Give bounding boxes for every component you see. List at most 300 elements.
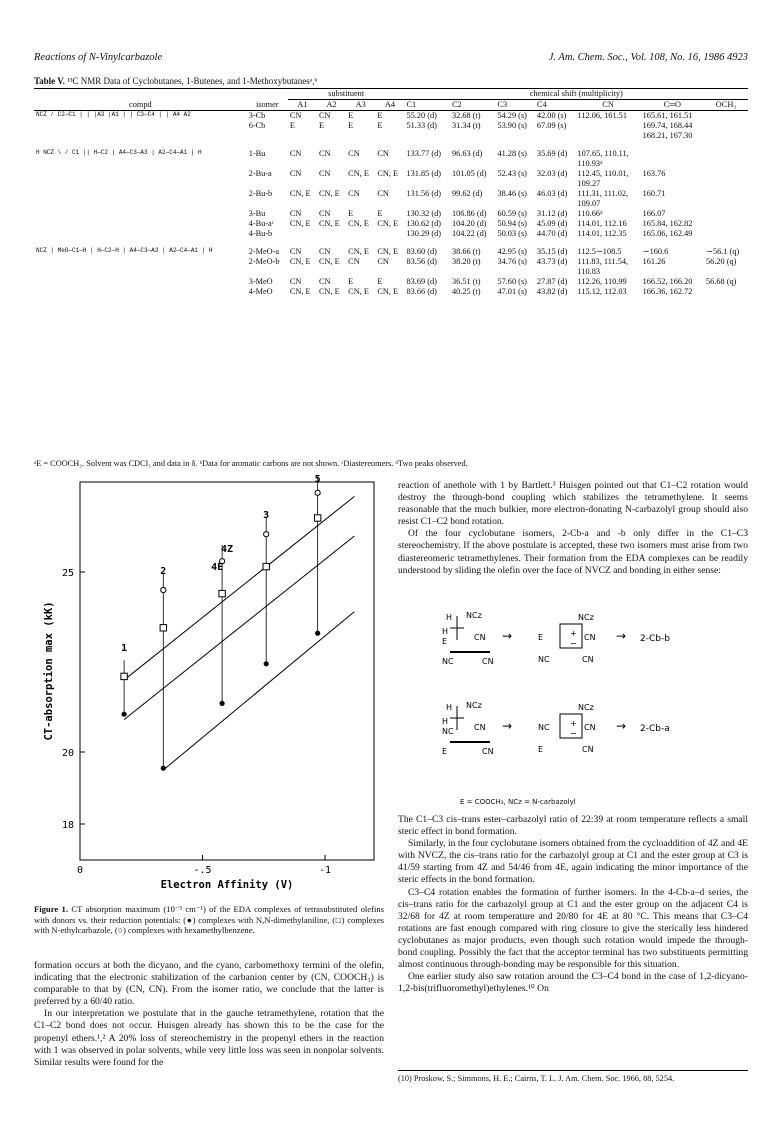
- table-cell: 168.21, 167.30: [642, 131, 693, 140]
- table-cell: 131.56 (d): [406, 189, 442, 198]
- table-cell: [375, 267, 404, 277]
- table-cell: 27.87 (d): [536, 277, 568, 286]
- figure-caption-text: CT absorption maximum (10⁻³ cm⁻¹) of the EDA complexes of tetrasubstituted olefins with donors vs. their reduction potentials: (●) complexes with N,N-dimethylaniline, (□) complexes with N-ethylcarbazole, (○) complexes with hexamethylbenzene.: [34, 904, 384, 936]
- table-cell: CN: [318, 247, 331, 256]
- table-cell: 67.09 (s): [536, 121, 567, 130]
- point-annotation: 4Z: [220, 544, 234, 556]
- atom-label: NC: [442, 657, 454, 666]
- table-cell: [704, 287, 748, 297]
- point-annotation: 2: [160, 565, 167, 577]
- atom-label: CN: [474, 723, 486, 732]
- table-cell: [450, 179, 495, 189]
- table-cell: CN: [318, 111, 331, 120]
- table-cell: 165.61, 161.51: [642, 111, 693, 120]
- shift-group-header: chemical shift (multiplicity): [405, 89, 749, 100]
- table-cell: 38.20 (t): [451, 257, 481, 266]
- table-cell: 110.93ᵈ: [577, 159, 603, 168]
- table-cell: [288, 159, 317, 169]
- table-cell: [704, 219, 748, 229]
- table-cell: CN: [318, 277, 331, 286]
- table-cell: 4-MeO: [248, 287, 273, 296]
- nmr-table: [34, 88, 748, 297]
- y-axis-label: CT-absorption max (kK): [43, 601, 55, 741]
- table-cell: CN: [377, 149, 389, 158]
- table-cell: [317, 131, 346, 141]
- table-cell: [405, 159, 450, 169]
- table-footnote: ᵃE = COOCH₃. Solvent was CDCl₃ and data in δ. ᵇData for aromatic carbons are not shown. ᶜDiastereomers. ᵈTwo peaks observed.: [34, 459, 468, 468]
- table-cell: CN, E: [318, 189, 340, 198]
- table-cell: ∼160.6: [642, 247, 669, 256]
- table-cell: 83.56 (d): [406, 257, 437, 266]
- data-point-hexamethylbenzene: [315, 490, 320, 495]
- running-head-right: J. Am. Chem. Soc., Vol. 108, No. 16, 1986 4923: [548, 52, 748, 63]
- left-column-text: [34, 960, 384, 1069]
- table-cell: 60.59 (s): [497, 209, 527, 218]
- table-cell: [704, 199, 748, 209]
- table-cell: 55.20 (d): [406, 111, 437, 120]
- atom-label: NC: [442, 727, 454, 736]
- charge-label: +: [570, 719, 577, 728]
- table-cell: CN, E: [318, 287, 340, 296]
- table-cell: [450, 131, 495, 141]
- table-cell: [704, 121, 748, 131]
- table-cell: [641, 159, 704, 169]
- atom-label: E: [442, 637, 448, 646]
- atom-label: NC: [538, 655, 550, 664]
- table-cell: CN: [318, 149, 331, 158]
- table-cell: 51.33 (d): [406, 121, 437, 130]
- table-cell: [346, 267, 375, 277]
- ct-absorption-chart: [34, 470, 384, 900]
- data-point-dimethylaniline: [122, 712, 127, 717]
- table-cell: 50.03 (s): [497, 229, 527, 238]
- column-header: C4: [535, 100, 576, 111]
- atom-label: NCz: [466, 611, 482, 620]
- table-cell: [405, 199, 450, 209]
- table-cell: [704, 189, 748, 199]
- atom-label: CN: [584, 633, 596, 642]
- table-cell: [576, 121, 641, 131]
- table-cell: 2-MeO-b: [248, 257, 280, 266]
- paragraph: Similarly, in the four cyclobutane isomers obtained from the cycloaddition of 4Z and 4E with NVCZ, the cis–trans ratio for the carbazolyl group at C1 and the ester group at C3 is 41/59 starting from 4Z and 54/46 from 4E, again indicating the minor importance of the steric effects in the bond formation.: [398, 838, 748, 886]
- table-cell: 53.90 (s): [497, 121, 527, 130]
- charge-label: −: [570, 729, 577, 738]
- point-annotation: 5: [314, 474, 321, 485]
- table-label: Table V.: [34, 76, 65, 86]
- table-cell: [704, 267, 748, 277]
- atom-label: CN: [482, 747, 494, 756]
- table-cell: [288, 229, 317, 239]
- table-cell: [704, 169, 748, 179]
- table-cell: 165.84, 162.82: [642, 219, 693, 228]
- table-cell: CN: [289, 149, 302, 158]
- table-cell: E: [348, 121, 354, 130]
- table-cell: CN, E: [348, 247, 369, 256]
- table-cell: 56.68 (q): [706, 277, 737, 286]
- column-header-row: [34, 100, 748, 111]
- table-cell: ∼56.1 (q): [706, 247, 740, 256]
- table-title: ¹³C NMR Data of Cyclobutanes, 1-Butenes, and 1-Methoxybutanesᵃ,ᵇ: [67, 76, 318, 86]
- table-cell: 114.01, 112.16: [577, 219, 627, 228]
- table-cell: [346, 131, 375, 141]
- table-cell: 83.66 (d): [406, 287, 437, 296]
- table-cell: 31.34 (t): [451, 121, 481, 130]
- table-cell: [495, 131, 534, 141]
- table-cell: 130.32 (d): [406, 209, 442, 218]
- table-body: [34, 111, 748, 298]
- table-cell: 112.45, 110.01,: [577, 169, 629, 178]
- table-cell: 41.28 (s): [497, 149, 527, 158]
- table-cell: [346, 159, 375, 169]
- data-point-dimethylaniline: [264, 661, 269, 666]
- atom-label: NC: [538, 723, 550, 732]
- table-cell: [704, 111, 748, 122]
- substituent-group-header: substituent: [288, 89, 405, 100]
- x-tick-label: -.5: [193, 865, 212, 876]
- fit-line: [124, 536, 354, 720]
- table-cell: 54.29 (s): [497, 111, 527, 120]
- table-cell: 50.94 (s): [497, 219, 527, 228]
- column-header: OCH₃: [704, 100, 748, 111]
- column-header: C1: [405, 100, 450, 111]
- figure-caption: [34, 904, 384, 936]
- charge-label: +: [570, 629, 577, 638]
- fit-line: [124, 496, 354, 680]
- table-cell: [535, 179, 576, 189]
- table-cell: 40.25 (t): [451, 287, 481, 296]
- structure-drawing: NCZ / C2—C1 | | |A3 |A1 | | C3—C4 | | A4 A2: [36, 111, 191, 118]
- table-cell: [495, 199, 534, 209]
- table-cell: [317, 159, 346, 169]
- table-cell: 3-MeO: [248, 277, 273, 286]
- table-cell: [288, 267, 317, 277]
- reference-10: (10) Proskow, S.; Simmons, H. E.; Cairns, T. L. J. Am. Chem. Soc. 1966, 88, 5254.: [398, 1070, 748, 1084]
- table-cell: 165.06, 162.49: [642, 229, 693, 238]
- table-cell: 83.60 (d): [406, 247, 437, 256]
- column-header: A3: [346, 100, 375, 111]
- table-cell: CN: [289, 111, 302, 120]
- table-cell: 2-Bu-b: [248, 189, 273, 198]
- table-cell: [317, 229, 346, 239]
- atom-label: E: [538, 633, 544, 642]
- table-cell: 44.70 (d): [536, 229, 568, 238]
- table-cell: 166.52, 166.20: [642, 277, 693, 286]
- atom-label: H: [446, 613, 453, 622]
- table-cell: 131.85 (d): [406, 169, 442, 178]
- table-cell: [535, 267, 576, 277]
- arrow: →: [616, 629, 627, 643]
- table-cell: [450, 159, 495, 169]
- paragraph: One earlier study also saw rotation around the C3–C4 bond in the case of 1,2-dicyano-1,2-bis(trifluoromethyl)ethylenes.¹⁰ On: [398, 971, 748, 995]
- table-cell: CN: [348, 257, 360, 266]
- reaction-scheme: [420, 608, 740, 796]
- structure-drawing: NCZ | MeO—C1—H | H—C2—H | A4—C3—A3 | A2—C4—A1 | H: [36, 247, 213, 254]
- table-cell: 115.12, 112.03: [577, 287, 627, 296]
- table-cell: CN, E: [289, 257, 311, 266]
- table-cell: E: [377, 111, 383, 120]
- data-point-hexamethylbenzene: [264, 532, 269, 537]
- data-point-ethylcarbazole: [160, 625, 166, 631]
- table-cell: 96.63 (d): [451, 149, 483, 158]
- table-caption: [34, 76, 317, 86]
- column-header: isomer: [247, 100, 288, 111]
- table-cell: CN: [348, 189, 360, 198]
- arrow: →: [502, 629, 513, 643]
- table-cell: 2-Bu-a: [248, 169, 272, 178]
- table-cell: CN, E: [348, 219, 369, 228]
- table-cell: 35.15 (d): [536, 247, 568, 256]
- table-cell: 38.46 (s): [497, 189, 527, 198]
- x-tick-label: -1: [318, 865, 332, 876]
- table-cell: 42.95 (s): [497, 247, 527, 256]
- table-cell: 1-Bu: [248, 149, 266, 158]
- point-annotation: 4E: [211, 562, 224, 574]
- table-cell: CN: [289, 169, 302, 178]
- table-cell: 3-Bu: [248, 209, 266, 218]
- table-cell: [704, 209, 748, 219]
- figure-label: Figure 1.: [34, 904, 68, 914]
- table-cell: 46.03 (d): [536, 189, 568, 198]
- column-header: A1: [288, 100, 317, 111]
- table-cell: 169.74, 168.44: [642, 121, 693, 130]
- data-point-ethylcarbazole: [121, 673, 127, 679]
- table-cell: [375, 179, 404, 189]
- atom-label: H: [442, 627, 449, 636]
- table-cell: 166.07: [642, 209, 666, 218]
- table-cell: CN: [289, 247, 302, 256]
- table-row: [34, 247, 748, 257]
- table-cell: 3-Cb: [248, 111, 266, 120]
- table-cell: 112.5∼108.5: [577, 247, 622, 256]
- table-cell: [641, 179, 704, 189]
- table-cell: 106.86 (d): [451, 209, 487, 218]
- table-cell: [535, 131, 576, 141]
- table-cell: [641, 149, 704, 159]
- table-cell: E: [348, 209, 354, 218]
- table-cell: 104.20 (d): [451, 219, 487, 228]
- table-cell: [375, 199, 404, 209]
- table-cell: 6-Cb: [248, 121, 266, 130]
- table-cell: CN, E: [377, 287, 399, 296]
- fit-line: [163, 612, 354, 770]
- x-tick-label: 0: [76, 865, 84, 876]
- table-cell: CN: [318, 169, 331, 178]
- table-cell: 110.83: [577, 267, 601, 276]
- structure-drawing: H NCZ \ / C1 || H—C2 | A4—C3—A3 | A2—C4—A1 | H: [36, 149, 202, 156]
- table-cell: 109.07: [577, 199, 601, 208]
- table-cell: 42.00 (s): [536, 111, 567, 120]
- atom-label: H: [442, 717, 449, 726]
- table-cell: [375, 159, 404, 169]
- table-cell: [704, 131, 748, 141]
- table-cell: [247, 199, 288, 209]
- atom-label: CN: [584, 723, 596, 732]
- table-cell: [375, 229, 404, 239]
- table-cell: [247, 267, 288, 277]
- table-cell: [247, 131, 288, 141]
- point-annotation: 3: [263, 510, 270, 521]
- table-cell: 43.73 (d): [536, 257, 568, 266]
- atom-label: CN: [482, 657, 494, 666]
- table-cell: 130.29 (d): [406, 229, 442, 238]
- table-cell: 112.26, 110.99: [577, 277, 627, 286]
- table-cell: CN, E: [318, 219, 340, 228]
- running-head-left: Reactions of N-Vinylcarbazole: [34, 52, 163, 63]
- data-point-ethylcarbazole: [263, 563, 269, 569]
- atom-label: CN: [582, 745, 594, 754]
- table-cell: CN: [348, 149, 360, 158]
- x-axis-label: Electron Affinity (V): [160, 879, 294, 891]
- atom-label: E: [538, 745, 544, 754]
- table-cell: CN, E: [289, 287, 311, 296]
- table-cell: 4-Bu-b: [248, 229, 273, 238]
- y-tick-label: 20: [61, 748, 74, 759]
- arrow: →: [502, 719, 513, 733]
- table-cell: 31.12 (d): [536, 209, 568, 218]
- charge-label: −: [570, 639, 577, 648]
- table-cell: CN, E: [377, 219, 399, 228]
- table-cell: 2-MeO-a: [248, 247, 280, 256]
- table-cell: CN, E: [377, 247, 399, 256]
- column-header: C3: [495, 100, 534, 111]
- table-cell: 52.43 (s): [497, 169, 527, 178]
- paragraph: reaction of anethole with 1 by Bartlett.³ Huisgen pointed out that C1–C2 rotation would destroy the through-bond coupling which stabilizes the tetramethylene. It seems reasonable that the much bulkier, more electron-donating N-carbazolyl group should also resist C1–C2 bond rotation.: [398, 480, 748, 528]
- table-cell: 160.71: [642, 189, 666, 198]
- scheme-caption: E = COOCH₃, NCz = N-carbazolyl: [460, 798, 576, 806]
- product-label: 2-Cb-b: [640, 634, 670, 644]
- table-cell: E: [318, 121, 325, 130]
- table-cell: 114.01, 112.35: [577, 229, 627, 238]
- table-cell: [288, 179, 317, 189]
- table-cell: CN: [377, 257, 389, 266]
- table-cell: 166.36, 162.72: [642, 287, 693, 296]
- table-cell: 111.31, 111.02,: [577, 189, 629, 198]
- table-cell: 163.76: [642, 169, 666, 178]
- table-cell: CN: [289, 209, 302, 218]
- table-cell: [405, 131, 450, 141]
- paragraph: Of the four cyclobutane isomers, 2-Cb-a and -b only differ in the C1–C3 stereochemistry. If the above postulate is accepted, these two isomers must arise from two diastereomeric tetramethylenes. Their formation from the EDA complexes can be readily understood by sliding the olefin over the face of NVCZ and bonding in either sense:: [398, 528, 748, 576]
- table-cell: 32.68 (t): [451, 111, 481, 120]
- table-cell: [535, 159, 576, 169]
- data-point-dimethylaniline: [161, 766, 166, 771]
- table-cell: [704, 159, 748, 169]
- table-cell: [535, 199, 576, 209]
- data-point-ethylcarbazole: [219, 590, 225, 596]
- table-cell: [346, 199, 375, 209]
- table-cell: 35.69 (d): [536, 149, 568, 158]
- atom-label: NCz: [466, 701, 482, 710]
- table-cell: 4-Bu-aᶜ: [248, 219, 274, 228]
- table-cell: [405, 179, 450, 189]
- table-cell: 56.20 (q): [706, 257, 737, 266]
- column-header: C═O: [641, 100, 704, 111]
- table-row: [34, 111, 748, 122]
- table-cell: 111.83, 111.54,: [577, 257, 629, 266]
- table-cell: 110.66ᵈ: [577, 209, 603, 218]
- table-cell: E: [348, 111, 354, 120]
- data-point-ethylcarbazole: [314, 515, 320, 521]
- table-cell: [247, 179, 288, 189]
- table-cell: CN: [289, 277, 302, 286]
- table-cell: 109.27: [577, 179, 601, 188]
- product-label: 2-Cb-a: [640, 724, 670, 734]
- atom-label: E: [442, 747, 448, 756]
- table-row: [34, 149, 748, 159]
- table-cell: [450, 267, 495, 277]
- table-cell: [405, 267, 450, 277]
- table-cell: E: [377, 121, 383, 130]
- table-cell: 83.69 (d): [406, 277, 437, 286]
- atom-label: NCz: [578, 703, 594, 712]
- table-cell: [704, 229, 748, 239]
- table-cell: CN, E: [318, 257, 340, 266]
- atom-label: CN: [474, 633, 486, 642]
- table-cell: E: [377, 277, 383, 286]
- y-tick-label: 25: [61, 568, 74, 579]
- table-cell: 104.22 (d): [451, 229, 487, 238]
- table-cell: CN: [318, 209, 331, 218]
- table-cell: [641, 267, 704, 277]
- table-cell: [495, 159, 534, 169]
- table-cell: [317, 199, 346, 209]
- table-cell: E: [289, 121, 295, 130]
- table-cell: 34.76 (s): [497, 257, 527, 266]
- paragraph: formation occurs at both the dicyano, and the cyano, carbomethoxy termini of the olefin, indicating that the electronic stabilization of the carbanion center by (CN, COOCH₃) is comparable to that by (CN, CN). From the isomer ratio, we conclude that the latter is preferred by a 60/40 ratio.: [34, 960, 384, 1008]
- table-cell: [450, 199, 495, 209]
- table-cell: CN: [377, 189, 389, 198]
- table-cell: 130.62 (d): [406, 219, 442, 228]
- table-cell: [495, 179, 534, 189]
- atom-label: NCz: [578, 613, 594, 622]
- table-cell: 57.60 (s): [497, 277, 527, 286]
- data-point-dimethylaniline: [315, 631, 320, 636]
- table-cell: [247, 159, 288, 169]
- paragraph: In our interpretation we postulate that in the gauche tetramethylene, rotation that the C1–C2 bond does not occur. Huisgen already has shown this to be the case for the propenyl ethers.¹,² A 20% loss of stereochemistry in the propenyl ethers in the reaction with 1 was observed in polar solvents, while very little loss was seen in nonpolar solvents. Similar results were found for the: [34, 1008, 384, 1068]
- table-cell: 112.06, 161.51: [577, 111, 627, 120]
- table-cell: CN, E: [289, 189, 311, 198]
- table-cell: CN, E: [289, 219, 311, 228]
- arrow: →: [616, 719, 627, 733]
- right-column-text-bottom: [398, 814, 748, 995]
- table-cell: 161.26: [642, 257, 666, 266]
- table-cell: E: [377, 209, 383, 218]
- table-cell: 38.66 (t): [451, 247, 481, 256]
- column-header: A2: [317, 100, 346, 111]
- table-cell: [704, 179, 748, 189]
- y-tick-label: 18: [61, 820, 74, 831]
- table-cell: CN, E: [377, 169, 399, 178]
- column-header: C2: [450, 100, 495, 111]
- column-header: compd: [34, 100, 247, 111]
- table-cell: [495, 267, 534, 277]
- table-cell: [346, 179, 375, 189]
- table-cell: 47.01 (s): [497, 287, 527, 296]
- table-cell: CN, E: [348, 169, 369, 178]
- table-cell: 101.05 (d): [451, 169, 487, 178]
- paragraph: The C1–C3 cis–trans ester–carbazolyl ratio of 22:39 at room temperature reflects a small steric effect in bond formation.: [398, 814, 748, 838]
- table-cell: 99.62 (d): [451, 189, 483, 198]
- table-cell: 32.03 (d): [536, 169, 568, 178]
- column-header: A4: [375, 100, 404, 111]
- table-cell: 107.65, 110.11,: [577, 149, 629, 158]
- table-cell: [375, 131, 404, 141]
- table-cell: [288, 131, 317, 141]
- table-cell: E: [348, 277, 354, 286]
- atom-label: H: [446, 703, 453, 712]
- table-cell: [704, 149, 748, 159]
- table-cell: 45.09 (d): [536, 219, 568, 228]
- table-cell: 43.82 (d): [536, 287, 568, 296]
